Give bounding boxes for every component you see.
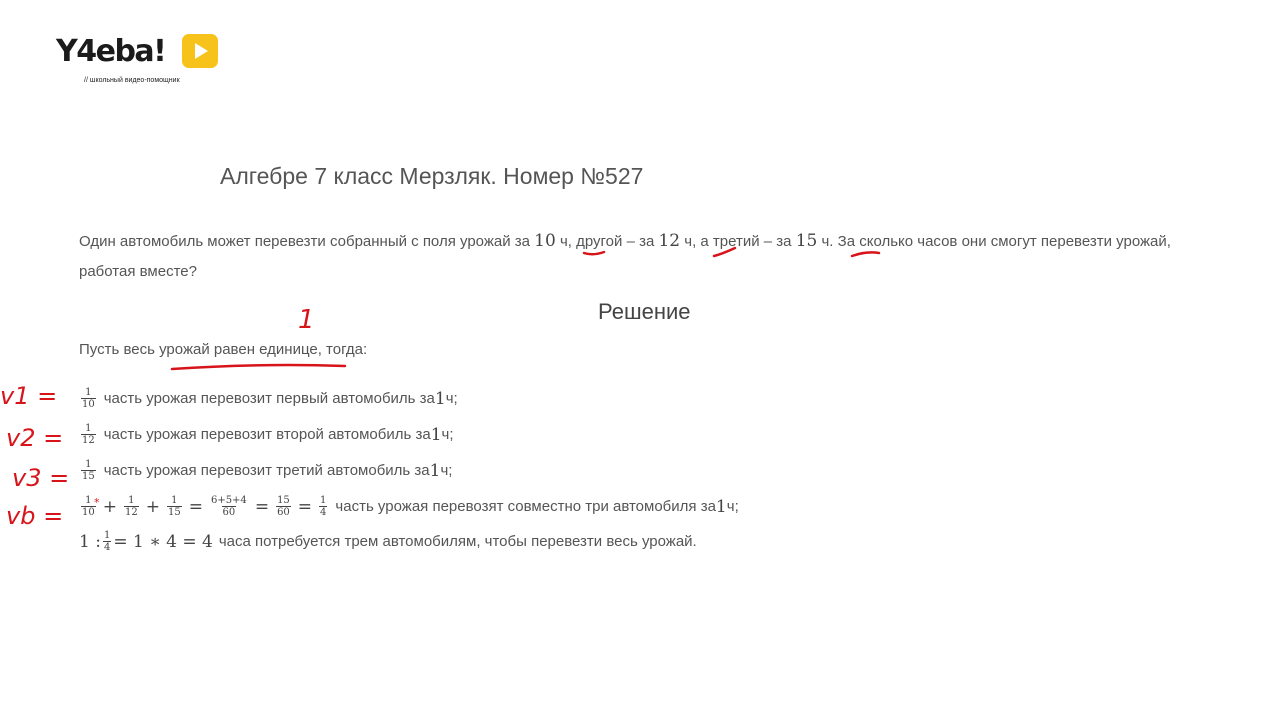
fraction-1-12: $\frac{1}{12}$ — [82, 423, 95, 446]
annotation-vb: vb = — [6, 502, 64, 530]
sum-fraction-6-5-4-60: $\frac{6+5+4}{60}$ — [210, 495, 247, 518]
answer-fraction-1-4: $\frac{1}{4}$ — [103, 530, 111, 553]
line-5-start: 1 : — [79, 531, 101, 552]
sum-fraction-1-10: $\frac{1}{10}$ — [82, 495, 95, 518]
line-5-expression: = 1 ∗ 4 = 4 — [113, 531, 213, 552]
logo-play-badge — [182, 34, 218, 68]
sum-fraction-1-4: $\frac{1}{4}$ — [320, 495, 327, 518]
fraction-1-10: $\frac{1}{10}$ — [82, 387, 95, 410]
solution-line-1 — [79, 387, 458, 410]
line-1-number: 1 — [434, 388, 446, 409]
page-title: Алгебре 7 класс Мерзляк. Номер №527 — [220, 163, 644, 189]
solution-line-3 — [79, 459, 452, 482]
sum-fraction-1-15: $\frac{1}{15}$ — [167, 495, 181, 518]
line-2-text: часть урожая перевозит второй автомобиль за — [103, 426, 431, 443]
logo-tagline: // школьный видео-помощник — [84, 77, 180, 84]
line-1-tail: ч; — [445, 390, 458, 407]
equals-sign-2: = — [254, 496, 270, 517]
fraction-1-15: $\frac{1}{15}$ — [82, 459, 95, 482]
problem-text-3: ч, а третий – за — [680, 233, 796, 250]
line-5-text: часа потребуется трем автомобилям, чтобы перевезти весь урожай. — [218, 533, 697, 550]
sum-fraction-15-60: $\frac{15}{60}$ — [277, 495, 290, 518]
annotation-star: * — [94, 496, 100, 509]
problem-text-2: ч, другой – за — [555, 233, 659, 250]
plus-sign-2: + — [145, 496, 160, 517]
problem-statement — [79, 226, 1219, 287]
problem-number-10: 10 — [534, 231, 556, 251]
problem-text-4: ч. За сколько часов они смогут перевезти урожай, работая вместе? — [79, 233, 1171, 280]
problem-number-12: 12 — [658, 231, 681, 251]
sum-fraction-1-12: $\frac{1}{12}$ — [124, 495, 138, 518]
logo-wordmark: Y4eba! — [56, 34, 166, 69]
solution-heading: Решение — [598, 299, 691, 324]
solution-intro-text: Пусть весь урожай равен единице, тогда: — [79, 341, 368, 358]
line-2-tail: ч; — [441, 426, 454, 443]
line-4-tail: ч; — [726, 498, 739, 515]
line-3-number: 1 — [429, 460, 441, 481]
line-1-text: часть урожая перевозит первый автомобиль за — [103, 390, 435, 407]
solution-line-2 — [79, 423, 454, 446]
annotation-v2: v2 = — [6, 424, 64, 452]
line-2-number: 1 — [430, 424, 442, 445]
problem-number-15: 15 — [795, 231, 818, 251]
play-icon — [193, 42, 209, 60]
underline-phrase — [172, 365, 345, 369]
solution-line-5 — [79, 530, 697, 553]
equals-sign-3: = — [297, 496, 313, 517]
solution-line-4 — [79, 495, 739, 518]
annotation-v3: v3 = — [12, 464, 70, 492]
annotation-top-mark: 1 — [298, 305, 315, 335]
equals-sign-1: = — [188, 496, 203, 517]
line-3-tail: ч; — [440, 462, 453, 479]
line-3-text: часть урожая перевозит третий автомобиль за — [103, 462, 430, 479]
plus-sign-1: + — [102, 496, 117, 517]
line-4-number: 1 — [715, 496, 727, 517]
problem-text-1: Один автомобиль может перевезти собранный с поля урожай за — [79, 233, 535, 250]
logo — [56, 34, 226, 90]
line-4-text: часть урожая перевозят совместно три автомобиля за — [335, 498, 716, 515]
solution-intro — [79, 341, 367, 358]
annotation-v1: v1 = — [0, 382, 58, 410]
